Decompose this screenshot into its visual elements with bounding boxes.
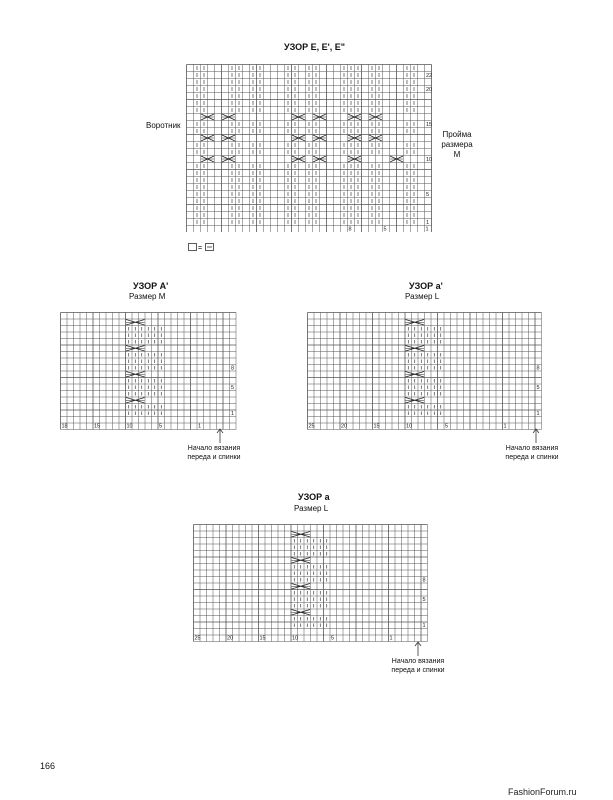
watermark: FashionForum.ru xyxy=(508,787,577,797)
pattern-a3-title: УЗОР а xyxy=(298,492,330,502)
pattern-e-title: УЗОР Е, Е', Е" xyxy=(284,42,346,52)
col-number: 18 xyxy=(61,423,68,430)
row-number: 1 xyxy=(536,411,540,417)
row-number: 15 xyxy=(426,122,432,128)
col-number: 1 xyxy=(425,226,429,232)
pattern-a2-note-line1: Начало вязания xyxy=(505,445,559,452)
row-number: 5 xyxy=(422,597,426,603)
row-number: 8 xyxy=(536,365,540,372)
pattern-a1-subtitle: Размер M xyxy=(129,292,166,301)
pattern-a1-note-line2: переда и спинки xyxy=(187,454,241,461)
pattern-a3-arrow xyxy=(413,641,423,657)
col-number: 25 xyxy=(308,423,315,430)
chart-grid xyxy=(194,525,428,642)
pattern-a3-subtitle: Размер L xyxy=(294,504,329,513)
row-number: 20 xyxy=(426,87,432,93)
pattern-a3-note xyxy=(382,657,454,675)
col-number: 5 xyxy=(331,635,335,642)
col-number: 10 xyxy=(292,635,299,642)
row-number: 1 xyxy=(422,623,426,629)
pattern-a3-chart xyxy=(193,524,431,642)
row-number: 5 xyxy=(536,385,540,391)
pattern-a1-title: УЗОР A' xyxy=(133,281,169,291)
col-number: 15 xyxy=(259,635,266,642)
pattern-a3-note-line1: Начало вязания xyxy=(391,658,445,665)
pattern-a1-arrow xyxy=(215,428,225,444)
pattern-a1-chart xyxy=(60,312,240,430)
legend-equals: = xyxy=(198,245,203,251)
pattern-a2-arrow xyxy=(531,428,541,444)
armhole-label xyxy=(437,130,477,160)
col-number: 1 xyxy=(503,423,507,430)
col-number: 20 xyxy=(341,423,348,430)
row-number: 22 xyxy=(426,73,432,79)
armhole-label-line1: Пройма xyxy=(442,130,472,139)
row-number: 8 xyxy=(422,577,426,584)
col-number: 10 xyxy=(126,423,133,430)
col-number: 15 xyxy=(94,423,101,430)
armhole-label-line3: M xyxy=(453,150,461,159)
col-number: 1 xyxy=(389,635,393,642)
pattern-a2-note xyxy=(496,444,568,462)
row-number: 5 xyxy=(231,385,235,391)
pattern-a1-note-line1: Начало вязания xyxy=(187,445,241,452)
row-number: 10 xyxy=(426,157,432,163)
legend-empty-cell xyxy=(189,244,197,251)
chart-grid xyxy=(308,313,542,430)
chart-grid xyxy=(61,313,237,430)
row-number: 1 xyxy=(231,411,235,417)
col-number: 5 xyxy=(445,423,449,430)
pattern-a2-note-line2: переда и спинки xyxy=(505,454,559,461)
row-number: 1 xyxy=(426,220,430,226)
col-number: 5 xyxy=(383,226,387,232)
col-number: 10 xyxy=(406,423,413,430)
pattern-a2-title: УЗОР a' xyxy=(409,281,443,291)
col-number: 1 xyxy=(198,423,202,430)
pattern-e-chart xyxy=(186,64,432,232)
armhole-label-line2: размера xyxy=(441,140,473,149)
row-number: 8 xyxy=(231,365,235,372)
col-number: 15 xyxy=(373,423,380,430)
col-number: 25 xyxy=(194,635,201,642)
page-number: 166 xyxy=(40,761,56,771)
pattern-a2-subtitle: Размер L xyxy=(405,292,440,301)
pattern-a1-note xyxy=(178,444,250,462)
chart-grid xyxy=(187,65,432,233)
collar-label: Воротник xyxy=(146,121,181,130)
row-number: 5 xyxy=(426,192,430,198)
pattern-e-legend xyxy=(188,238,218,251)
col-number: 20 xyxy=(227,635,234,642)
col-number: 5 xyxy=(159,423,163,430)
pattern-a3-note-line2: переда и спинки xyxy=(391,667,445,674)
col-number: 8 xyxy=(348,226,352,232)
pattern-a2-chart xyxy=(307,312,547,430)
